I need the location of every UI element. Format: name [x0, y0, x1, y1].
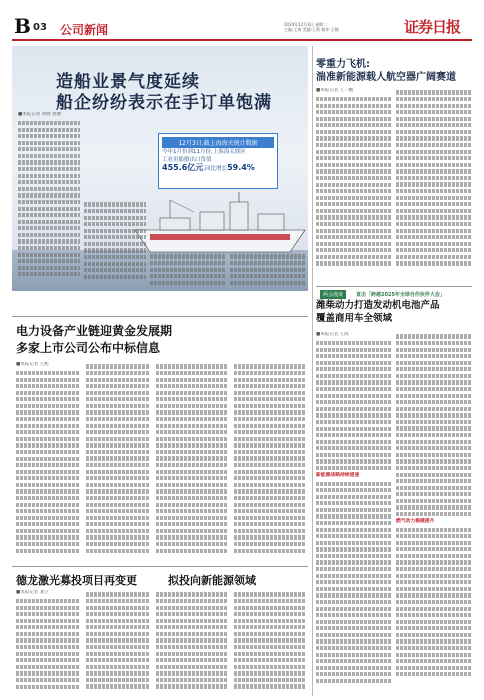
- lead-headline-line2: 船企纷纷表示在手订单饱满: [56, 93, 272, 113]
- page-code: B: [14, 14, 31, 38]
- growth-value: 59.4%: [227, 163, 255, 172]
- bottom-column-4: [234, 590, 306, 696]
- mid-headline-line2: 多家上市公司公布中标信息: [16, 341, 161, 355]
- lead-column-1: [18, 112, 80, 292]
- date-line: 2024年12月3日 星期二: [284, 22, 328, 27]
- lead-headline: [56, 72, 272, 114]
- bottom-column-3: [156, 590, 228, 696]
- right-bottom-headline-line1: 潍柴动力打造发动机电池产品: [316, 300, 440, 311]
- column-divider: [312, 46, 313, 696]
- bottom-left-byline: ■本报记者 龚立: [16, 590, 49, 595]
- right-top-headline-line1: 零重力飞机:: [316, 59, 370, 70]
- right-top-column-2: [396, 88, 472, 284]
- lead-byline: ■本报记者 刘晓 龚聚: [18, 112, 62, 117]
- right-bottom-subhead-1: 新能源战略持续提速: [316, 472, 360, 478]
- stat-callout-title: 12月3日,截上海海关统计数据: [162, 137, 274, 148]
- column-tag: 两会漫谈: [320, 290, 346, 299]
- column-tag-text: 直击「跨越2025年全球合作伙伴大会」: [356, 292, 445, 298]
- mid-column-1: [16, 362, 80, 562]
- lead-column-4: [230, 252, 306, 292]
- ship-illustration: [130, 190, 310, 260]
- stat-line-2-text: 工业用船舶出口货值: [162, 157, 212, 163]
- page-number: 03: [33, 22, 47, 33]
- right-section-rule: [316, 286, 472, 287]
- right-top-headline: [316, 58, 456, 84]
- masthead: [0, 0, 484, 38]
- stat-callout: [158, 133, 278, 189]
- editor-line: 主编:王海 美编:王莉 制作:王楠: [284, 27, 339, 32]
- bottom-column-1: [16, 590, 80, 696]
- export-value: 455.6亿元: [162, 163, 204, 172]
- mid-section-rule: [12, 316, 308, 317]
- section-title: 公司新闻: [60, 23, 109, 37]
- mid-byline: ■本报记者 王熙: [16, 362, 49, 367]
- bottom-column-2: [86, 590, 150, 696]
- lead-headline-line1: 造船业景气度延续: [56, 72, 200, 92]
- lead-column-2: [84, 200, 146, 292]
- mid-headline: [16, 323, 172, 357]
- bottom-section-rule: [12, 566, 308, 567]
- mid-column-3: [156, 362, 228, 562]
- stat-line-1: 今年1月份到11月份,上海海关辖区: [162, 149, 246, 155]
- right-top-byline: ■本报记者 王一鹏: [316, 88, 354, 93]
- right-bottom-headline-line2: 覆盖商用车全领域: [316, 312, 393, 324]
- right-bottom-column-1: [316, 332, 392, 696]
- mid-column-2: [86, 362, 150, 562]
- mid-column-4: [234, 362, 306, 562]
- masthead-meta: [284, 22, 404, 32]
- stat-line-3: [162, 164, 274, 173]
- newspaper-logo: 证券日报: [404, 18, 461, 36]
- right-bottom-subhead-2: 燃气动力稳健提升: [396, 518, 435, 524]
- bottom-left-headline: 德龙激光募投项目再变更: [16, 574, 137, 587]
- right-top-column-1: [316, 88, 392, 284]
- right-bottom-column-2: [396, 332, 472, 696]
- masthead-rule: [12, 39, 472, 41]
- right-top-headline-line2: 湍准新能源载人航空器广阔赛道: [316, 72, 456, 83]
- right-bottom-headline: [316, 300, 440, 325]
- right-bottom-byline: ■本报记者 王海: [316, 332, 349, 337]
- bottom-mid-headline: 拟投向新能源领域: [168, 574, 256, 587]
- mid-headline-line1: 电力设备产业链迎黄金发展期: [16, 324, 173, 338]
- growth-label: ,同比增长: [203, 166, 228, 172]
- lead-column-3: [150, 252, 226, 292]
